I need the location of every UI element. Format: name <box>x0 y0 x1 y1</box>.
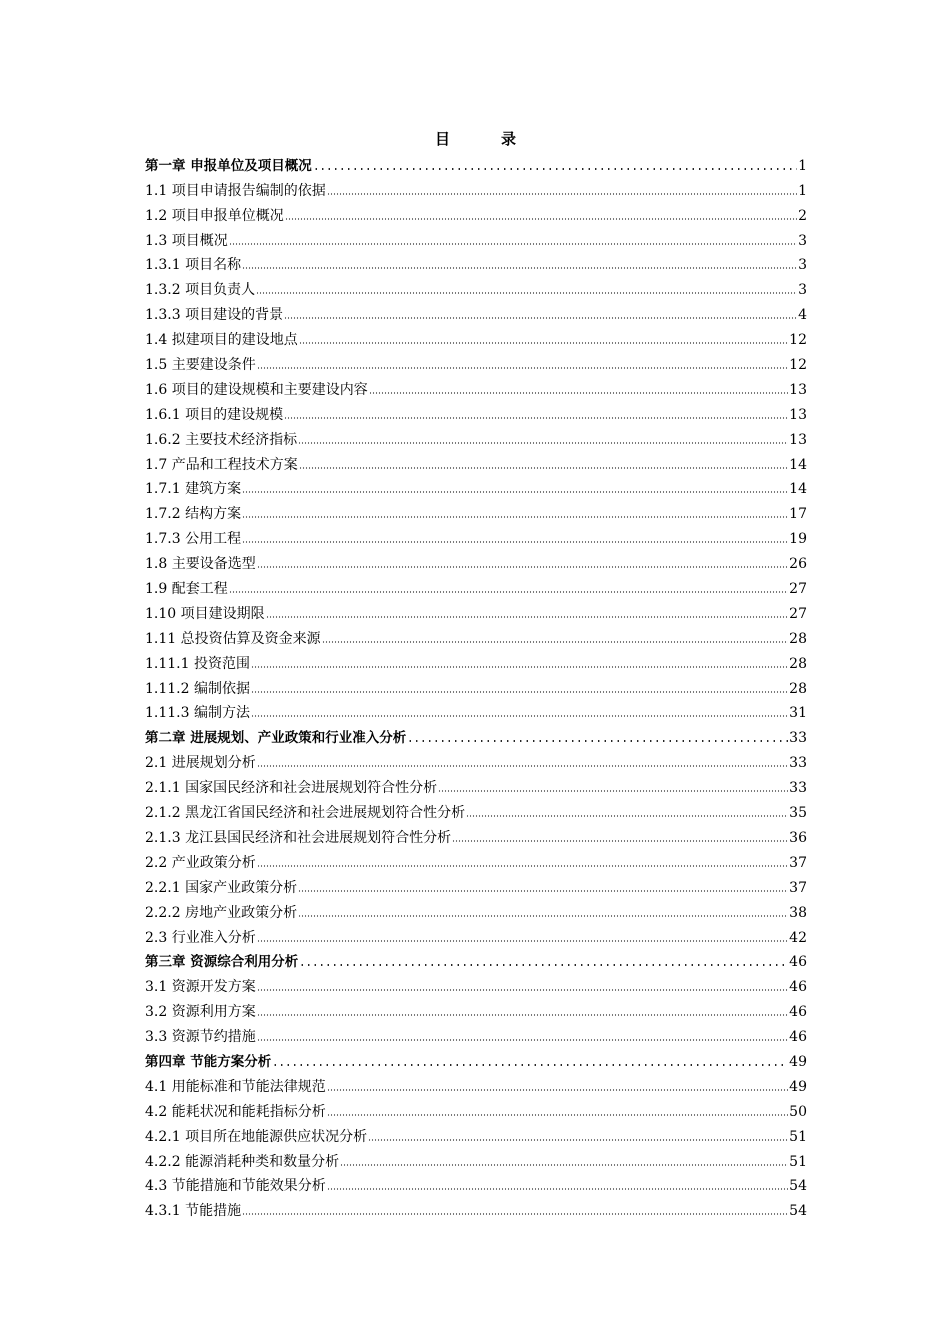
toc-page-number: 50 <box>789 1103 807 1120</box>
toc-entry-label: 1.8 主要设备选型 <box>145 556 256 573</box>
toc-page-number: 4 <box>798 307 807 324</box>
toc-dot-leader <box>299 466 788 470</box>
toc-page-number: 13 <box>789 406 807 423</box>
toc-dot-leader <box>257 988 788 992</box>
toc-section-entry[interactable] <box>145 822 807 847</box>
toc-page-number: 3 <box>798 257 807 274</box>
toc-entry-label: 1.6.2 主要技术经济指标 <box>145 431 298 448</box>
toc-chapter-entry[interactable] <box>145 947 807 972</box>
toc-dot-leader <box>322 640 789 644</box>
toc-section-entry[interactable] <box>145 797 807 822</box>
toc-entry-label: 1.9 配套工程 <box>145 581 228 598</box>
toc-section-entry[interactable] <box>145 474 807 499</box>
toc-dot-leader <box>257 1013 788 1017</box>
toc-section-entry[interactable] <box>145 274 807 299</box>
toc-section-entry[interactable] <box>145 1021 807 1046</box>
toc-section-entry[interactable] <box>145 847 807 872</box>
toc-page-number: 35 <box>789 805 807 822</box>
toc-section-entry[interactable] <box>145 548 807 573</box>
toc-entry-label: 1.2 项目申报单位概况 <box>145 207 284 224</box>
toc-dot-leader <box>256 291 797 295</box>
toc-entry-label: 3.2 资源利用方案 <box>145 1004 256 1021</box>
toc-entry-label: 2.1.3 龙江县国民经济和社会进展规划符合性分析 <box>145 829 452 846</box>
toc-entry-label: 4.3.1 节能措施 <box>145 1203 242 1220</box>
toc-page-number: 27 <box>789 581 807 598</box>
toc-entry-label: 第三章 资源综合利用分析 <box>145 954 299 971</box>
toc-entry-label: 4.1 用能标准和节能法律规范 <box>145 1078 326 1095</box>
toc-dot-leader <box>257 366 788 370</box>
toc-section-entry[interactable] <box>145 200 807 225</box>
toc-dot-leader <box>298 914 788 918</box>
toc-chapter-entry[interactable] <box>145 722 807 747</box>
toc-dot-leader <box>327 1088 788 1092</box>
toc-page-number: 14 <box>789 481 807 498</box>
toc-entry-label: 1.11 总投资估算及资金来源 <box>145 630 321 647</box>
toc-dot-leader <box>251 665 788 669</box>
toc-entry-label: 1.1 项目申请报告编制的依据 <box>145 182 326 199</box>
toc-page-number: 27 <box>789 605 807 622</box>
toc-page-number: 37 <box>789 854 807 871</box>
toc-page-number: 28 <box>789 655 807 672</box>
toc-dot-leader <box>407 739 788 743</box>
toc-dot-leader <box>257 939 788 943</box>
toc-dot-leader <box>251 690 788 694</box>
toc-dot-leader <box>251 714 788 718</box>
toc-dot-leader <box>257 864 788 868</box>
toc-page-number: 33 <box>789 780 807 797</box>
toc-page-number: 46 <box>789 954 807 971</box>
toc-dot-leader <box>298 441 788 445</box>
toc-page-number: 49 <box>789 1053 807 1070</box>
toc-page-number: 3 <box>798 282 807 299</box>
toc-section-entry[interactable] <box>145 872 807 897</box>
toc-page-number: 46 <box>789 1004 807 1021</box>
toc-section-entry[interactable] <box>145 374 807 399</box>
toc-dot-leader <box>340 1163 788 1167</box>
toc-section-entry[interactable] <box>145 324 807 349</box>
toc-page-number: 51 <box>789 1128 807 1145</box>
toc-title-char-2: 录 <box>501 130 517 148</box>
toc-entry-label: 2.1.2 黑龙江省国民经济和社会进展规划符合性分析 <box>145 805 466 822</box>
toc-entry-label: 第一章 申报单位及项目概况 <box>145 157 312 174</box>
toc-section-entry[interactable] <box>145 175 807 200</box>
toc-dot-leader <box>272 1063 788 1067</box>
document-page <box>145 124 807 1220</box>
toc-dot-leader <box>257 764 788 768</box>
toc-page-number: 42 <box>789 929 807 946</box>
toc-entry-label: 1.11.1 投资范围 <box>145 655 250 672</box>
toc-section-entry[interactable] <box>145 971 807 996</box>
toc-page-number: 51 <box>789 1153 807 1170</box>
toc-section-entry[interactable] <box>145 1171 807 1196</box>
toc-entry-label: 1.3.2 项目负责人 <box>145 282 256 299</box>
toc-entry-label: 1.4 拟建项目的建设地点 <box>145 332 298 349</box>
toc-entry-label: 2.1.1 国家国民经济和社会进展规划符合性分析 <box>145 780 438 797</box>
toc-dot-leader <box>242 266 797 270</box>
toc-section-entry[interactable] <box>145 897 807 922</box>
toc-section-entry[interactable] <box>145 623 807 648</box>
toc-dot-leader <box>266 615 789 619</box>
toc-dot-leader <box>284 416 788 420</box>
toc-page-number: 17 <box>789 506 807 523</box>
toc-page-number: 14 <box>789 456 807 473</box>
toc-entry-label: 1.5 主要建设条件 <box>145 357 256 374</box>
toc-section-entry[interactable] <box>145 225 807 250</box>
toc-entry-label: 第四章 节能方案分析 <box>145 1053 272 1070</box>
toc-entry-label: 4.2.2 能源消耗种类和数量分析 <box>145 1153 340 1170</box>
toc-section-entry[interactable] <box>145 1195 807 1220</box>
toc-dot-leader <box>327 1113 788 1117</box>
toc-page-number: 1 <box>798 157 807 174</box>
toc-page-number: 38 <box>789 904 807 921</box>
toc-section-entry[interactable] <box>145 673 807 698</box>
toc-entry-label: 1.3 项目概况 <box>145 232 228 249</box>
toc-dot-leader <box>229 242 797 246</box>
toc-entry-label: 第二章 进展规划、产业政策和行业准入分析 <box>145 730 407 747</box>
toc-entry-label: 4.3 节能措施和节能效果分析 <box>145 1178 326 1195</box>
toc-list <box>145 150 807 1220</box>
toc-section-entry[interactable] <box>145 996 807 1021</box>
toc-dot-leader <box>466 814 788 818</box>
toc-entry-label: 2.3 行业准入分析 <box>145 929 256 946</box>
toc-page-number: 37 <box>789 879 807 896</box>
toc-entry-label: 1.6 项目的建设规模和主要建设内容 <box>145 381 368 398</box>
toc-page-number: 46 <box>789 979 807 996</box>
toc-section-entry[interactable] <box>145 424 807 449</box>
toc-page-number: 28 <box>789 630 807 647</box>
toc-dot-leader <box>285 217 797 221</box>
toc-dot-leader <box>299 963 788 967</box>
toc-page-number: 1 <box>798 182 807 199</box>
toc-page-number: 46 <box>789 1029 807 1046</box>
toc-page-number: 31 <box>789 705 807 722</box>
toc-page-number: 13 <box>789 431 807 448</box>
toc-page-number: 26 <box>789 556 807 573</box>
toc-entry-label: 1.7.3 公用工程 <box>145 531 242 548</box>
toc-section-entry[interactable] <box>145 1096 807 1121</box>
toc-dot-leader <box>452 839 788 843</box>
toc-entry-label: 2.2 产业政策分析 <box>145 854 256 871</box>
toc-page-number: 33 <box>789 730 807 747</box>
toc-page-number: 19 <box>789 531 807 548</box>
toc-section-entry[interactable] <box>145 1146 807 1171</box>
toc-section-entry[interactable] <box>145 1121 807 1146</box>
toc-section-entry[interactable] <box>145 573 807 598</box>
toc-section-entry[interactable] <box>145 598 807 623</box>
toc-page-number: 36 <box>789 829 807 846</box>
toc-page-number: 54 <box>789 1203 807 1220</box>
toc-page-number: 33 <box>789 755 807 772</box>
toc-page-number: 12 <box>789 332 807 349</box>
toc-section-entry[interactable] <box>145 523 807 548</box>
toc-page-number: 49 <box>789 1078 807 1095</box>
toc-entry-label: 1.11.2 编制依据 <box>145 680 250 697</box>
toc-page-number: 2 <box>798 207 807 224</box>
toc-dot-leader <box>257 565 788 569</box>
toc-section-entry[interactable] <box>145 449 807 474</box>
toc-section-entry[interactable] <box>145 399 807 424</box>
toc-dot-leader <box>242 490 788 494</box>
toc-page-number: 54 <box>789 1178 807 1195</box>
toc-entry-label: 3.3 资源节约措施 <box>145 1029 256 1046</box>
toc-dot-leader <box>242 1212 788 1216</box>
toc-title-char-1: 目 <box>435 130 451 148</box>
toc-chapter-entry[interactable] <box>145 150 807 175</box>
toc-section-entry[interactable] <box>145 698 807 723</box>
toc-section-entry[interactable] <box>145 747 807 772</box>
toc-dot-leader <box>313 167 797 171</box>
toc-entry-label: 2.2.1 国家产业政策分析 <box>145 879 298 896</box>
toc-entry-label: 1.3.1 项目名称 <box>145 257 242 274</box>
toc-page-number: 12 <box>789 357 807 374</box>
toc-chapter-entry[interactable] <box>145 1046 807 1071</box>
toc-entry-label: 4.2 能耗状况和能耗指标分析 <box>145 1103 326 1120</box>
toc-entry-label: 1.10 项目建设期限 <box>145 605 265 622</box>
toc-section-entry[interactable] <box>145 772 807 797</box>
toc-section-entry[interactable] <box>145 250 807 275</box>
toc-section-entry[interactable] <box>145 648 807 673</box>
toc-dot-leader <box>257 1038 788 1042</box>
toc-dot-leader <box>229 590 788 594</box>
toc-dot-leader <box>369 391 788 395</box>
toc-dot-leader <box>242 540 788 544</box>
toc-entry-label: 1.7.2 结构方案 <box>145 506 242 523</box>
toc-dot-leader <box>242 515 788 519</box>
toc-entry-label: 1.3.3 项目建设的背景 <box>145 307 284 324</box>
toc-section-entry[interactable] <box>145 922 807 947</box>
toc-title <box>145 124 807 150</box>
toc-section-entry[interactable] <box>145 299 807 324</box>
toc-page-number: 13 <box>789 381 807 398</box>
toc-entry-label: 1.7 产品和工程技术方案 <box>145 456 298 473</box>
toc-section-entry[interactable] <box>145 349 807 374</box>
toc-entry-label: 1.11.3 编制方法 <box>145 705 250 722</box>
toc-dot-leader <box>299 341 788 345</box>
toc-entry-label: 2.2.2 房地产业政策分析 <box>145 904 298 921</box>
toc-entry-label: 3.1 资源开发方案 <box>145 979 256 996</box>
toc-dot-leader <box>327 192 797 196</box>
toc-dot-leader <box>298 889 788 893</box>
toc-entry-label: 1.7.1 建筑方案 <box>145 481 242 498</box>
toc-entry-label: 4.2.1 项目所在地能源供应状况分析 <box>145 1128 368 1145</box>
toc-section-entry[interactable] <box>145 498 807 523</box>
toc-dot-leader <box>368 1138 788 1142</box>
toc-section-entry[interactable] <box>145 1071 807 1096</box>
toc-dot-leader <box>327 1187 788 1191</box>
toc-dot-leader <box>284 316 797 320</box>
toc-page-number: 28 <box>789 680 807 697</box>
toc-entry-label: 1.6.1 项目的建设规模 <box>145 406 284 423</box>
toc-page-number: 3 <box>798 232 807 249</box>
toc-dot-leader <box>438 789 788 793</box>
toc-entry-label: 2.1 进展规划分析 <box>145 755 256 772</box>
